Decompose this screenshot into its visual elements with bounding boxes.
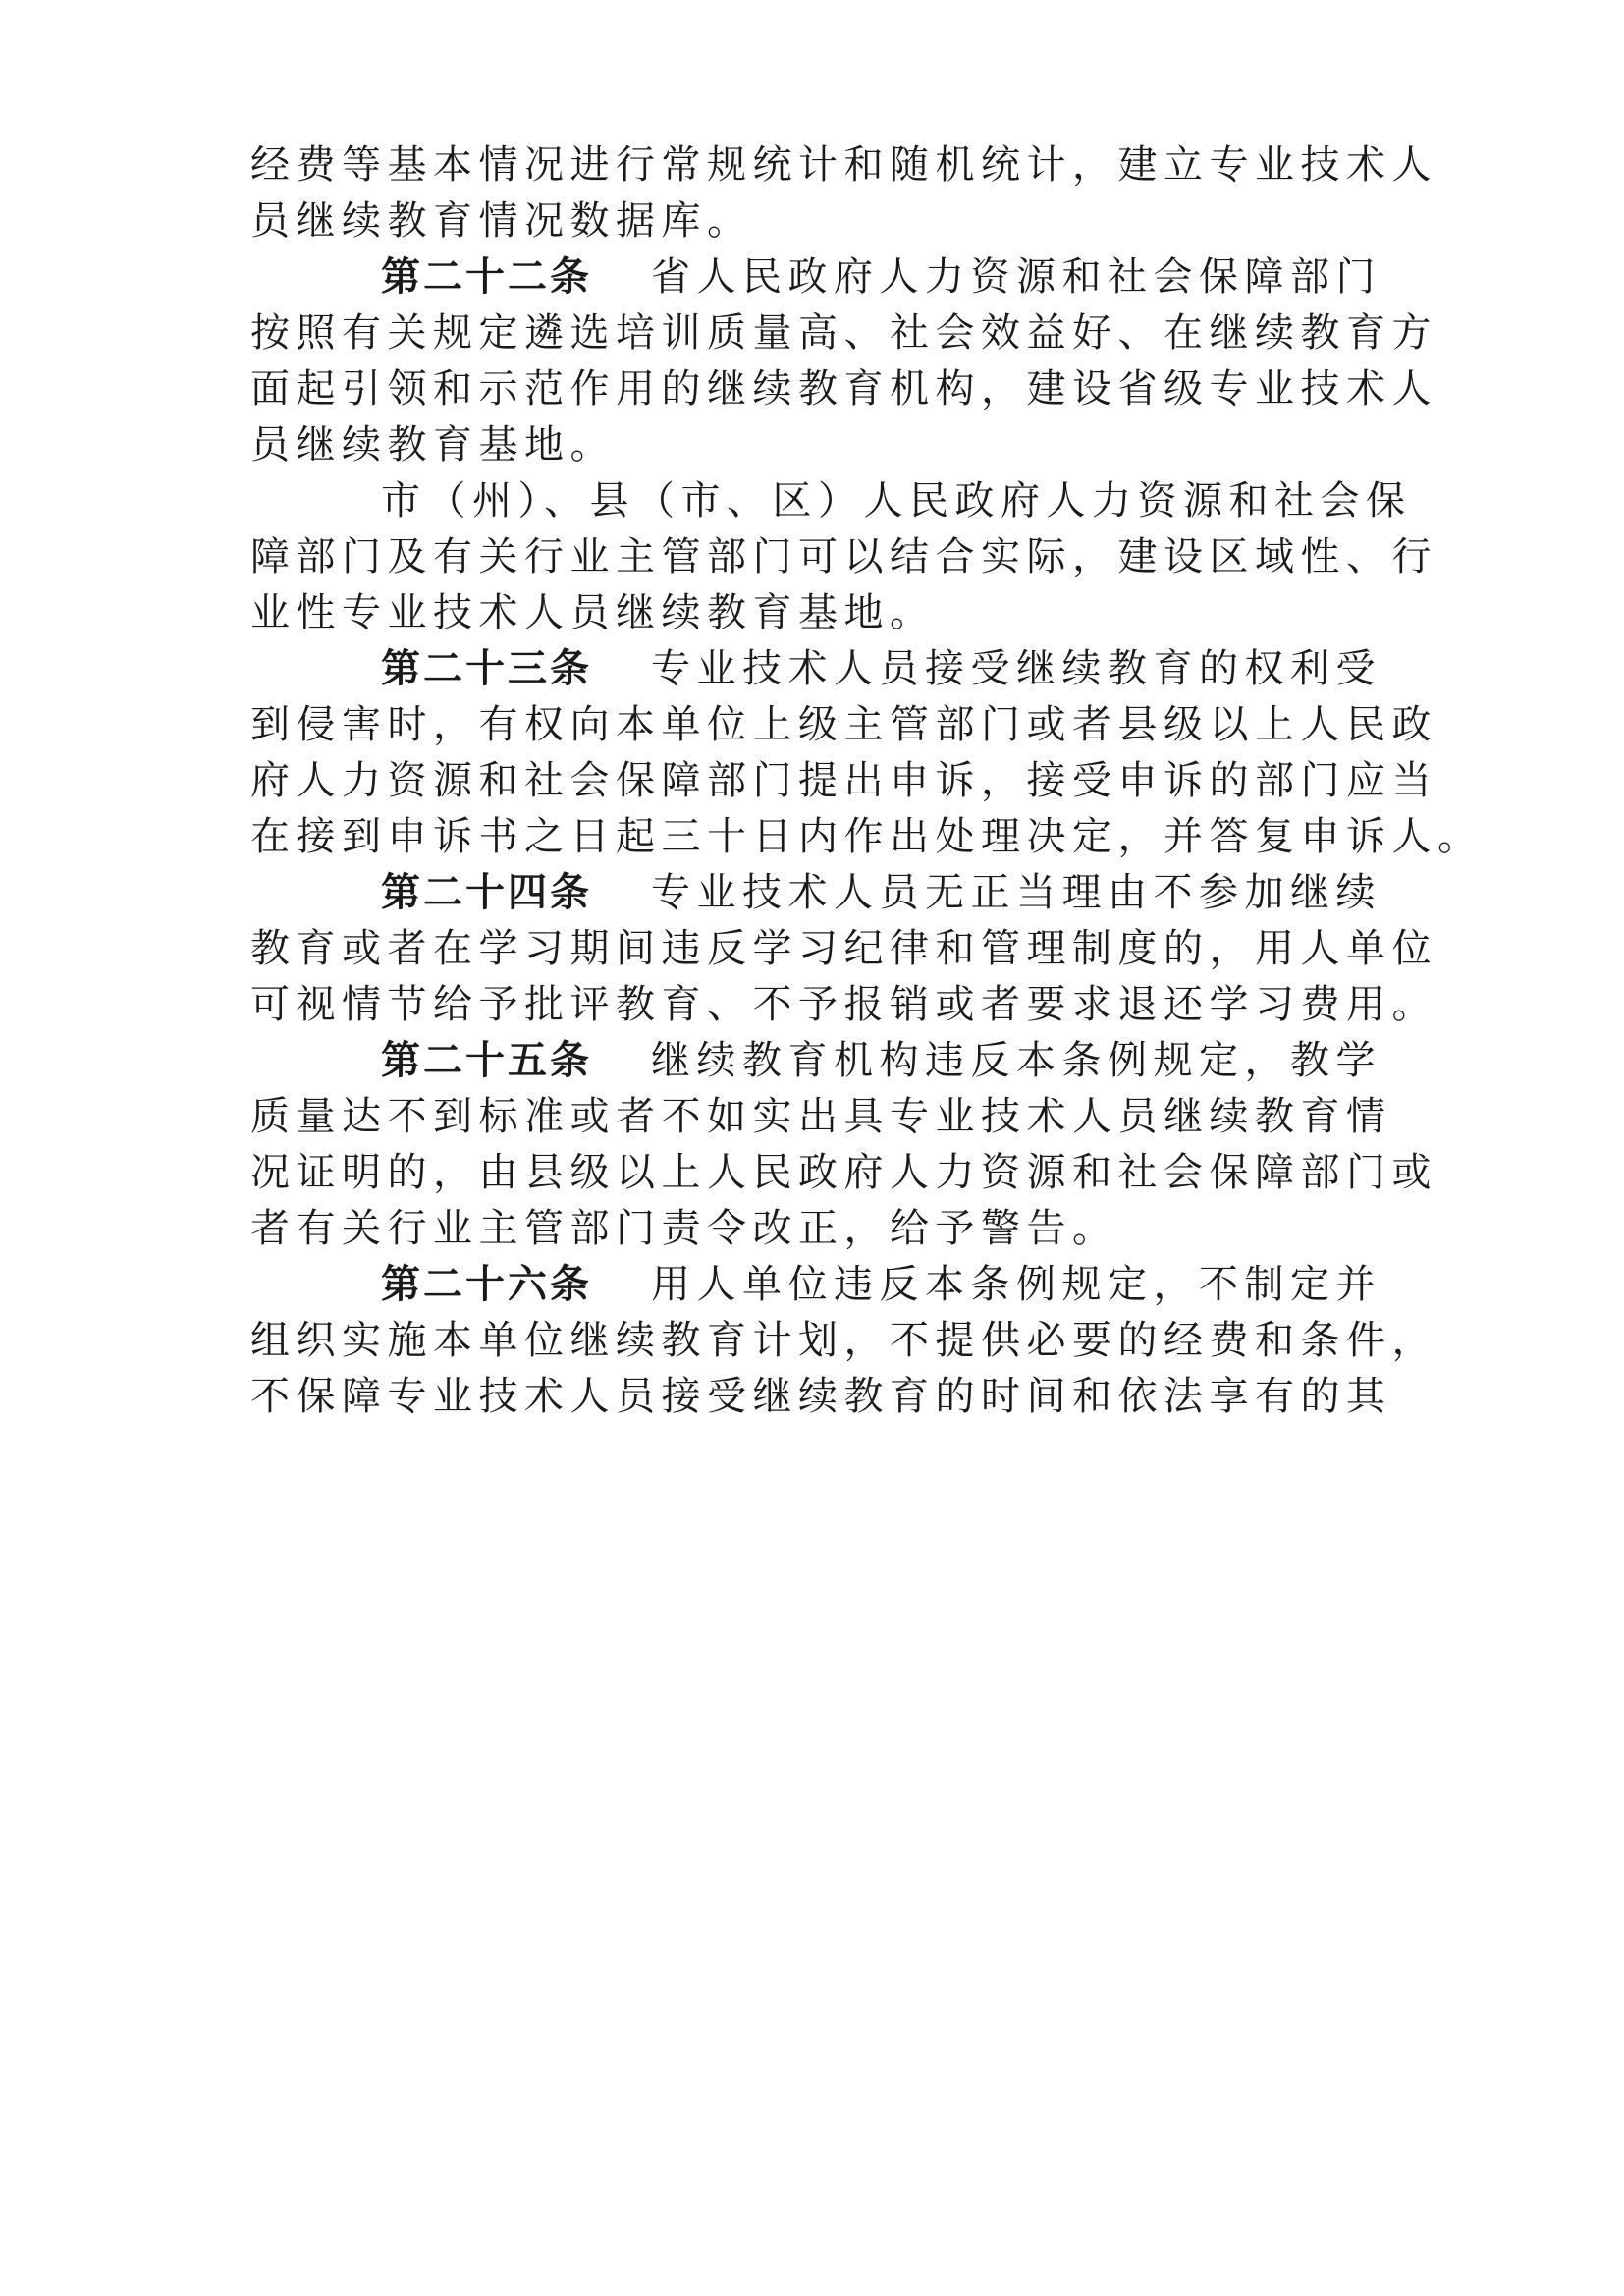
text-line: 专业技术人员接受继续教育的权利受 [651, 646, 1381, 691]
text-line: 况证明的，由县级以上人民政府人力资源和社会保障部门或 [250, 1150, 1437, 1195]
text-line: 质量达不到标准或者不如实出具专业技术人员继续教育情 [250, 1094, 1392, 1139]
article-26-heading: 第二十六条 [381, 1262, 592, 1307]
article-25-heading: 第二十五条 [381, 1038, 592, 1083]
text-line: 可视情节给予批评教育、不予报销或者要求退还学习费用。 [250, 982, 1437, 1027]
text-line: 员继续教育基地。 [250, 422, 616, 467]
text-line: 专业技术人员无正当理由不参加继续 [651, 870, 1381, 915]
text-line: 市（州）、县（市、区）人民政府人力资源和社会保 [381, 478, 1412, 523]
text-line: 省人民政府人力资源和社会保障部门 [651, 254, 1381, 300]
text-line: 业性专业技术人员继续教育基地。 [250, 590, 936, 635]
text-line: 组织实施本单位继续教育计划，不提供必要的经费和条件， [250, 1318, 1437, 1363]
text-line: 员继续教育情况数据库。 [250, 198, 753, 244]
text-line: 面起引领和示范作用的继续教育机构，建设省级专业技术人 [250, 366, 1437, 411]
text-line: 障部门及有关行业主管部门可以结合实际，建设区域性、行 [250, 534, 1437, 579]
article-24-paragraph [381, 865, 1530, 920]
text-line: 用人单位违反本条例规定，不制定并 [651, 1262, 1381, 1307]
text-line: 经费等基本情况进行常规统计和随机统计，建立专业技术人 [250, 142, 1437, 188]
text-line: 到侵害时，有权向本单位上级主管部门或者县级以上人民政 [250, 702, 1437, 747]
article-25-paragraph [381, 1033, 1530, 1088]
text-line: 在接到申诉书之日起三十日内作出处理决定，并答复申诉人。 [250, 814, 1484, 859]
article-23-paragraph [381, 641, 1530, 696]
article-22-paragraph [381, 249, 1530, 304]
text-line: 府人力资源和社会保障部门提出申诉，接受申诉的部门应当 [250, 758, 1437, 803]
article-23-heading: 第二十三条 [381, 646, 592, 691]
text-line: 按照有关规定遴选培训质量高、社会效益好、在继续教育方 [250, 310, 1437, 355]
text-line: 继续教育机构违反本条例规定，教学 [651, 1038, 1381, 1083]
article-24-heading: 第二十四条 [381, 870, 592, 915]
text-line: 教育或者在学习期间违反学习纪律和管理制度的，用人单位 [250, 926, 1437, 971]
text-line: 者有关行业主管部门责令改正，给予警告。 [250, 1206, 1118, 1251]
article-26-paragraph [381, 1257, 1530, 1312]
article-22-heading: 第二十二条 [381, 254, 592, 300]
text-line: 不保障专业技术人员接受继续教育的时间和依法享有的其 [250, 1374, 1392, 1419]
